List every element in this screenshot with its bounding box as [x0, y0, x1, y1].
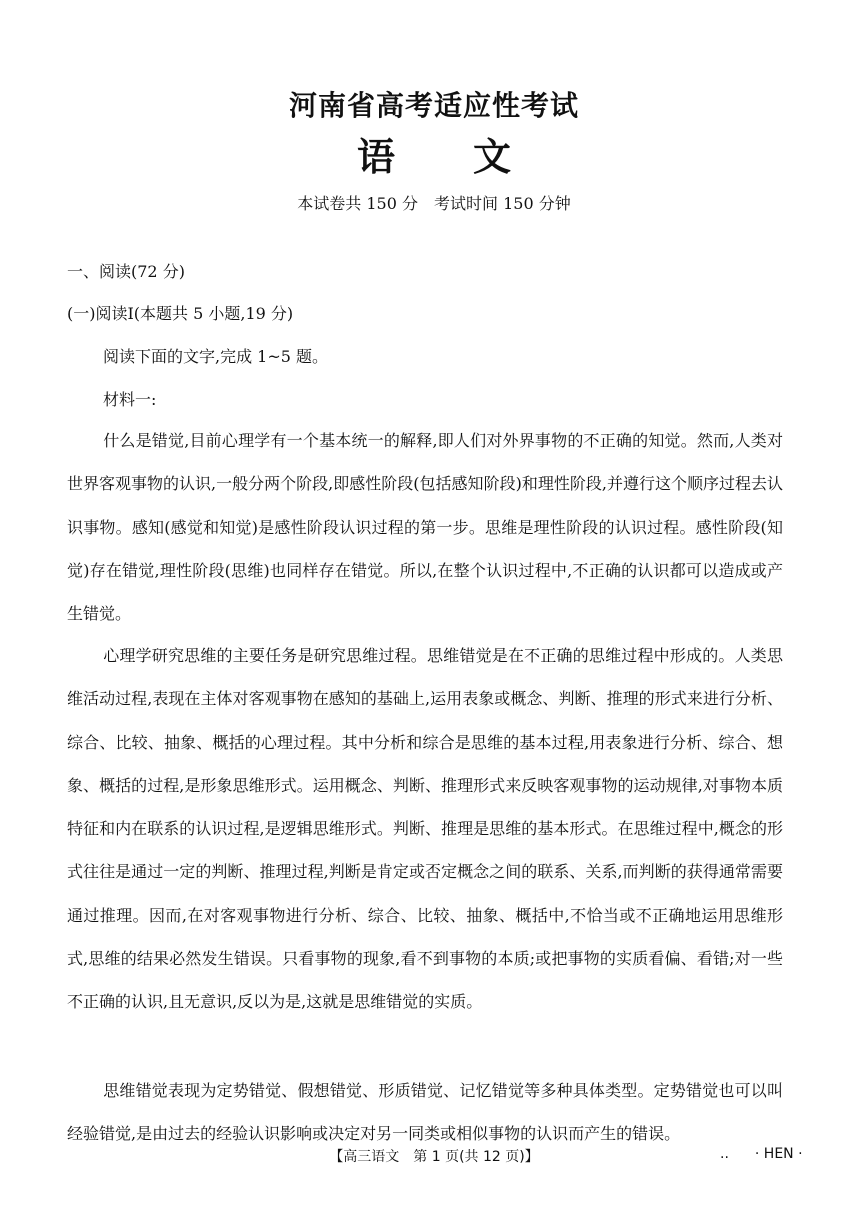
- instruction: 阅读下面的文字,完成 1~5 题。: [103, 347, 329, 366]
- footer-code: [720, 1146, 803, 1162]
- paragraph-2-text: 心理学研究思维的主要任务是研究思维过程。思维错觉是在不正确的思维过程中形成的。人类思维活动过程,表现在主体对客观事物在感知的基础上,运用表象或概念、判断、推理的形式来进行分析、综合、比较、抽象、概括的心理过程。其中分析和综合是思维的基本过程,用表象进行分析、综合、想象、概括的过程,是形象思维形式。运用概念、判断、推理形式来反映客观事物的运动规律,对事物本质特征和内在联系的认识过程,是逻辑思维形式。判断、推理是思维的基本形式。在思维过程中,概念的形式往往是通过一定的判断、推理过程,判断是肯定或否定概念之间的联系、关系,而判断的获得通常需要通过推理。因而,在对客观事物进行分析、综合、比较、抽象、概括中,不恰当或不正确地运用思维形式,思维的结果必然发生错误。只看事物的现象,看不到事物的本质;或把事物的实质看偏、看错;对一些不正确的认识,且无意识,反以为是,这就是思维错觉的实质。: [67, 646, 783, 1012]
- subject-char-right: 文: [473, 135, 512, 179]
- subject-title: [0, 126, 868, 181]
- exam-info: [0, 191, 868, 214]
- part-heading: 一、阅读(72 分): [67, 262, 185, 281]
- material-label: 材料一:: [103, 390, 157, 409]
- footer-dots: ..: [720, 1146, 729, 1162]
- paragraph-3: [67, 1069, 783, 1156]
- paragraph-1-text: 什么是错觉,目前心理学有一个基本统一的解释,即人们对外界事物的不正确的知觉。然而,人类对世界客观事物的认识,一般分两个阶段,即感性阶段(包括感知阶段)和理性阶段,并遵行这个顺序过程去认识事物。感知(感觉和知觉)是感性阶段认识过程的第一步。思维是理性阶段的认识过程。感性阶段(知觉)存在错觉,理性阶段(思维)也同样存在错觉。所以,在整个认识过程中,不正确的认识都可以造成或产生错觉。: [67, 431, 783, 624]
- sub-heading: (一)阅读Ⅰ(本题共 5 小题,19 分): [67, 304, 294, 323]
- paragraph-3-text: 思维错觉表现为定势错觉、假想错觉、形质错觉、记忆错觉等多种具体类型。定势错觉也可以叫经验错觉,是由过去的经验认识影响或决定对另一同类或相似事物的认识而产生的错误。: [67, 1081, 783, 1144]
- subject-char-left: 语: [356, 135, 395, 179]
- paragraph-2: [67, 634, 783, 1024]
- exam-score: 本试卷共 150 分: [297, 194, 418, 213]
- footer-code-text: · HEN ·: [754, 1146, 803, 1162]
- page-footer: 【高三语文 第 1 页(共 12 页)】: [329, 1149, 539, 1165]
- paragraph-1: [67, 419, 783, 635]
- exam-title: 河南省高考适应性考试: [288, 89, 579, 122]
- exam-time: 考试时间 150 分钟: [434, 194, 571, 213]
